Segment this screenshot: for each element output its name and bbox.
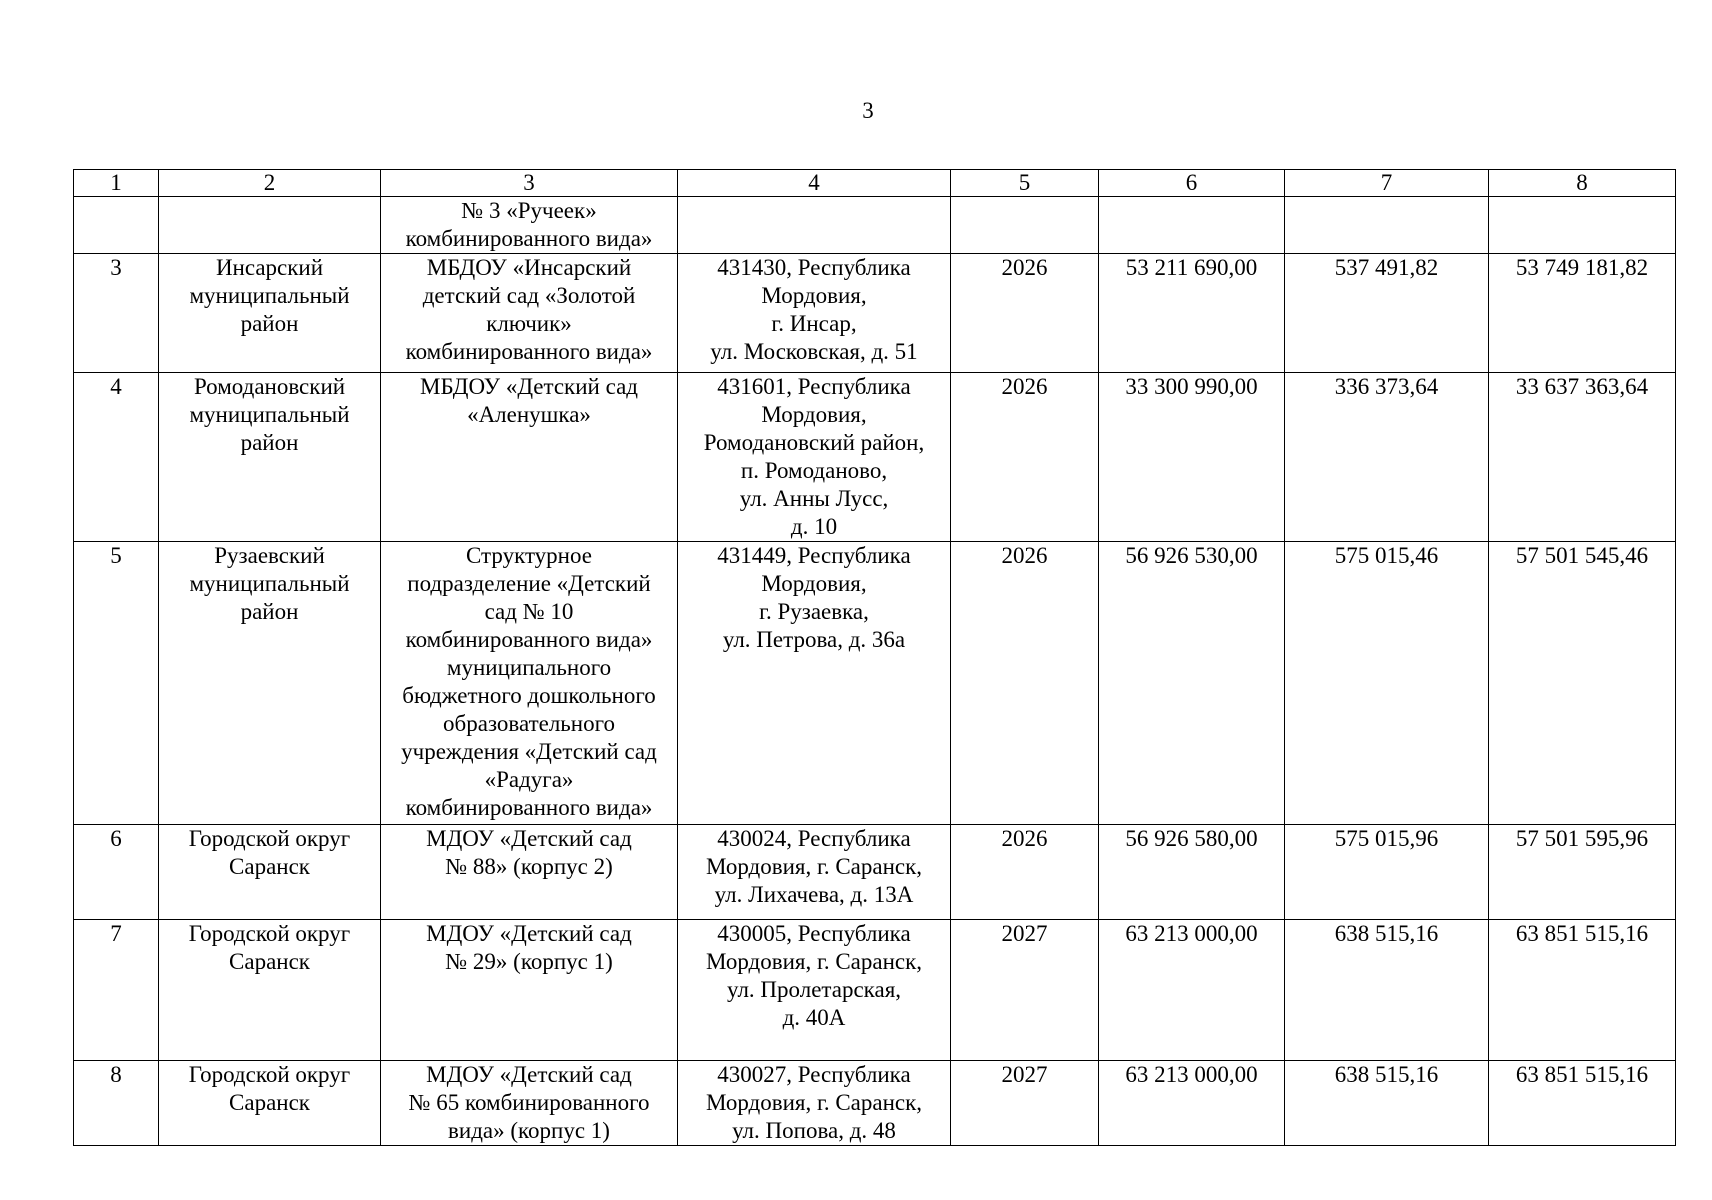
data-table — [73, 169, 1676, 1146]
header-row — [74, 170, 1676, 197]
amount-a-cell: 33 300 990,00 — [1099, 373, 1285, 542]
total-cell: 63 851 515,16 — [1489, 920, 1676, 1061]
amount-a-cell: 63 213 000,00 — [1099, 1061, 1285, 1146]
amount-b-cell: 638 515,16 — [1285, 1061, 1489, 1146]
amount-a-cell: 53 211 690,00 — [1099, 254, 1285, 373]
address-cell: 431449, Республика Мордовия, г. Рузаевка, ул. Петрова, д. 36а — [678, 542, 951, 825]
year-cell: 2026 — [951, 825, 1099, 920]
address-cell — [678, 197, 951, 254]
column-header: 3 — [381, 170, 678, 197]
institution-cell: МБДОУ «Детский сад «Аленушка» — [381, 373, 678, 542]
total-cell: 57 501 595,96 — [1489, 825, 1676, 920]
column-header: 7 — [1285, 170, 1489, 197]
table-row — [74, 920, 1676, 1061]
table-row — [74, 1061, 1676, 1146]
row-number: 3 — [74, 254, 159, 373]
year-cell: 2026 — [951, 373, 1099, 542]
row-number — [74, 197, 159, 254]
address-cell: 431601, Республика Мордовия, Ромодановский район, п. Ромоданово, ул. Анны Лусс, д. 10 — [678, 373, 951, 542]
institution-cell: МДОУ «Детский сад № 65 комбинированного вида» (корпус 1) — [381, 1061, 678, 1146]
year-cell: 2027 — [951, 920, 1099, 1061]
column-header: 4 — [678, 170, 951, 197]
table-row — [74, 254, 1676, 373]
amount-b-cell: 537 491,82 — [1285, 254, 1489, 373]
row-number: 4 — [74, 373, 159, 542]
amount-a-cell: 63 213 000,00 — [1099, 920, 1285, 1061]
municipality-cell: Городской округ Саранск — [159, 920, 381, 1061]
row-number: 6 — [74, 825, 159, 920]
institution-cell: МДОУ «Детский сад № 88» (корпус 2) — [381, 825, 678, 920]
address-cell: 430027, Республика Мордовия, г. Саранск, ул. Попова, д. 48 — [678, 1061, 951, 1146]
total-cell: 63 851 515,16 — [1489, 1061, 1676, 1146]
amount-a-cell: 56 926 530,00 — [1099, 542, 1285, 825]
amount-a-cell — [1099, 197, 1285, 254]
municipality-cell: Рузаевский муниципальный район — [159, 542, 381, 825]
amount-b-cell: 575 015,96 — [1285, 825, 1489, 920]
institution-cell: Структурное подразделение «Детский сад № 10 комбинированного вида» муниципального бюджетного дошкольного образовательного учреждения «Детский сад «Радуга» комбинированного вида» — [381, 542, 678, 825]
municipality-cell: Городской округ Саранск — [159, 1061, 381, 1146]
total-cell — [1489, 197, 1676, 254]
table-row — [74, 197, 1676, 254]
municipality-cell — [159, 197, 381, 254]
amount-b-cell — [1285, 197, 1489, 254]
municipality-cell: Городской округ Саранск — [159, 825, 381, 920]
municipality-cell: Инсарский муниципальный район — [159, 254, 381, 373]
row-number: 7 — [74, 920, 159, 1061]
row-number: 8 — [74, 1061, 159, 1146]
year-cell: 2027 — [951, 1061, 1099, 1146]
year-cell — [951, 197, 1099, 254]
column-header: 8 — [1489, 170, 1676, 197]
row-number: 5 — [74, 542, 159, 825]
column-header: 2 — [159, 170, 381, 197]
total-cell: 33 637 363,64 — [1489, 373, 1676, 542]
amount-a-cell: 56 926 580,00 — [1099, 825, 1285, 920]
amount-b-cell: 336 373,64 — [1285, 373, 1489, 542]
column-header: 6 — [1099, 170, 1285, 197]
address-cell: 430005, Республика Мордовия, г. Саранск, ул. Пролетарская, д. 40А — [678, 920, 951, 1061]
table-row — [74, 542, 1676, 825]
amount-b-cell: 638 515,16 — [1285, 920, 1489, 1061]
institution-cell: МБДОУ «Инсарский детский сад «Золотой ключик» комбинированного вида» — [381, 254, 678, 373]
address-cell: 431430, Республика Мордовия, г. Инсар, ул. Московская, д. 51 — [678, 254, 951, 373]
address-cell: 430024, Республика Мордовия, г. Саранск, ул. Лихачева, д. 13А — [678, 825, 951, 920]
column-header: 1 — [74, 170, 159, 197]
total-cell: 53 749 181,82 — [1489, 254, 1676, 373]
year-cell: 2026 — [951, 254, 1099, 373]
municipality-cell: Ромодановский муниципальный район — [159, 373, 381, 542]
institution-cell: МДОУ «Детский сад № 29» (корпус 1) — [381, 920, 678, 1061]
total-cell: 57 501 545,46 — [1489, 542, 1676, 825]
amount-b-cell: 575 015,46 — [1285, 542, 1489, 825]
table-row — [74, 373, 1676, 542]
column-header: 5 — [951, 170, 1099, 197]
institution-cell: № 3 «Ручеек» комбинированного вида» — [381, 197, 678, 254]
year-cell: 2026 — [951, 542, 1099, 825]
page-number: 3 — [862, 98, 874, 123]
table-row — [74, 825, 1676, 920]
